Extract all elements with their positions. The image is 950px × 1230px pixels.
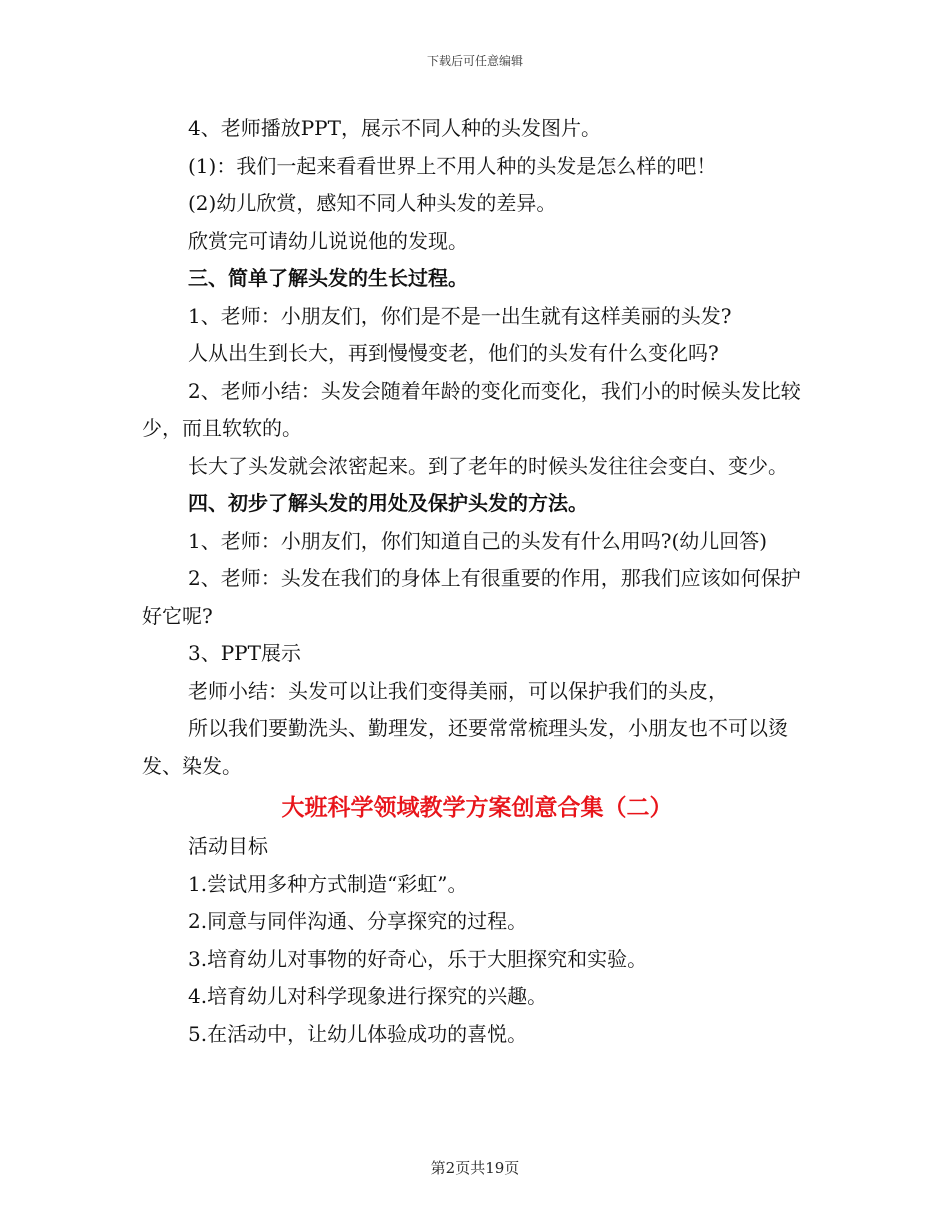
paragraph: 欣赏完可请幼儿说说他的发现。 [188,228,468,253]
paragraph: 1、老师：小朋友们，你们是不是一出生就有这样美丽的头发? [188,303,732,328]
paragraph: 1、老师：小朋友们，你们知道自己的头发有什么用吗?(幼儿回答) [188,528,768,553]
goal-item: 2.同意与同伴沟通、分享探究的过程。 [188,909,528,933]
paragraph: 4、老师播放PPT，展示不同人种的头发图片。 [188,116,601,140]
goal-item: 3.培育幼儿对事物的好奇心，乐于大胆探究和实验。 [188,946,648,971]
goal-item: 4.培育幼儿对科学现象进行探究的兴趣。 [188,984,548,1008]
document-body [142,110,812,1053]
section-label: 活动目标 [188,834,268,858]
paragraph: (2)幼儿欣赏，感知不同人种头发的差异。 [188,191,557,215]
paragraph: 老师小结：头发可以让我们变得美丽，可以保护我们的头皮， [188,678,728,703]
paragraph: 所以我们要勤洗头、勤理发，还要常常梳理头发，小朋友也不可以烫发、染发。 [142,716,788,778]
section-heading: 四、初步了解头发的用处及保护头发的方法。 [188,491,588,515]
paragraph: 人从出生到长大，再到慢慢变老，他们的头发有什么变化吗? [188,341,719,365]
paragraph: 2、老师小结：头发会随着年龄的变化而变化，我们小的时候头发比较少，而且软软的。 [142,378,801,440]
page-footer: 第2页共19页 [430,1159,520,1177]
section-heading: 三、简单了解头发的生长过程。 [188,266,468,290]
page-header: 下载后可任意编辑 [426,54,523,68]
paragraph: 3、PPT展示 [188,641,301,665]
paragraph: 长大了头发就会浓密起来。到了老年的时候头发往往会变白、变少。 [188,453,788,478]
paragraph: (1)：我们一起来看看世界上不用人种的头发是怎么样的吧！ [188,153,717,178]
document-title: 大班科学领域教学方案创意合集（二） [281,794,673,821]
paragraph: 2、老师：头发在我们的身体上有很重要的作用，那我们应该如何保护好它呢? [142,566,801,628]
goal-item: 5.在活动中，让幼儿体验成功的喜悦。 [188,1021,528,1046]
goal-item: 1.尝试用多种方式制造“彩虹”。 [188,871,468,896]
